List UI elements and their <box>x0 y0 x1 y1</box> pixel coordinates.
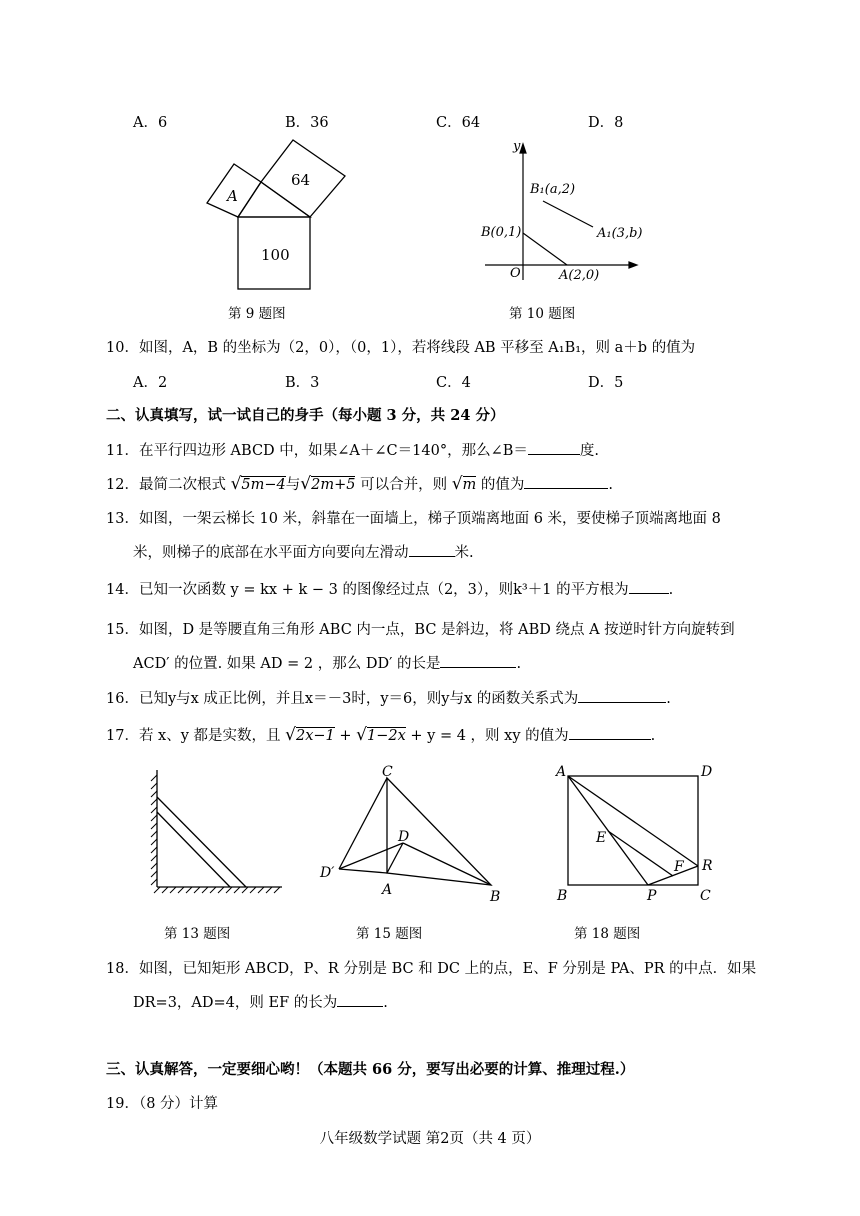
label-f: F <box>674 859 684 875</box>
q12-and: 与 <box>285 477 301 493</box>
segment-a1b1 <box>543 201 593 227</box>
q18-end: . <box>383 995 388 1011</box>
label-b: B(0,1) <box>481 225 522 240</box>
q19: 19．（8 分）计算 <box>106 1096 219 1112</box>
label-d: D <box>701 764 713 780</box>
q13-blank[interactable] <box>409 544 455 557</box>
fig9-caption: 第 9 题图 <box>228 306 286 322</box>
q14 <box>106 578 673 599</box>
q10-option-b: B．3 <box>285 375 320 391</box>
label-b: B <box>557 888 568 904</box>
q17-text: 17．若 x、y 都是实数，且 <box>106 728 286 744</box>
figure-9 <box>195 135 365 295</box>
q15-end: . <box>516 656 522 672</box>
q15-line-2 <box>133 652 521 673</box>
segment-pa <box>568 776 648 885</box>
fig15-caption: 第 15 题图 <box>356 926 423 942</box>
q17-radicand-1: 2x−1 <box>296 728 335 744</box>
y-axis-label: y <box>513 139 521 154</box>
q13-line-2 <box>133 541 474 562</box>
label-o: O <box>510 266 521 281</box>
fig13-caption: 第 13 题图 <box>164 926 231 942</box>
label-e: E <box>596 830 607 846</box>
figure-18 <box>550 760 720 910</box>
label-c: C <box>382 764 393 780</box>
q17-blank[interactable] <box>569 727 651 740</box>
q18-text: DR=3，AD=4，则 EF 的长为 <box>133 995 338 1011</box>
q13-unit: 米. <box>454 545 474 561</box>
q9-option-d: D．8 <box>588 115 624 131</box>
q12-blank[interactable] <box>524 476 608 489</box>
q16 <box>106 687 671 708</box>
q12-text: 12．最简二次根式 <box>106 477 231 493</box>
figure-13 <box>150 765 290 895</box>
label-a: A(2,0) <box>559 268 600 283</box>
q17: 17．若 x、y 都是实数，且 √2x−1 + √1−2x + y = 4 ，则 xy 的值为 . <box>106 725 656 745</box>
page-footer: 八年级数学试题 第2页（共 4 页） <box>319 1131 541 1147</box>
q17-radicand-2: 1−2x <box>367 728 406 744</box>
fig10-caption: 第 10 题图 <box>509 306 576 322</box>
section-2-heading: 二、认真填写，试一试自己的身手（每小题 3 分，共 24 分） <box>106 407 505 424</box>
figure-10 <box>475 135 650 285</box>
q9-option-c: C．64 <box>436 115 481 131</box>
label-r: R <box>702 858 713 874</box>
label-c: C <box>700 888 711 904</box>
q17-text-2: + y = 4 ，则 xy 的值为 <box>405 728 569 744</box>
q15-line-1: 15．如图，D 是等腰直角三角形 ABC 内一点，BC 是斜边，将 ABD 绕点 A 按逆时针方向旋转到 <box>106 622 735 638</box>
q17-end: . <box>650 728 656 744</box>
q14-end: . <box>668 582 674 598</box>
q12-radicand-3: m <box>462 477 477 493</box>
q11-blank[interactable] <box>528 442 580 455</box>
ladder-position-1 <box>157 797 246 887</box>
q10-option-c: C．4 <box>436 375 471 391</box>
ladder-position-2 <box>157 812 230 887</box>
q18-blank[interactable] <box>337 994 383 1007</box>
q10-text: 10．如图，A，B 的坐标为（2，0），（0，1），若将线段 AB 平移至 A₁B₁，则 a＋b 的值为 <box>106 340 696 356</box>
q10-option-a: A．2 <box>133 375 168 391</box>
q12-radicand-1: 5m−4 <box>241 477 286 493</box>
q9-option-a: A．6 <box>133 115 168 131</box>
segment-ab <box>523 233 567 265</box>
q14-text: 14．已知一次函数 y = kx + k − 3 的图像经过点（2，3），则k³＋1 的平方根为 <box>106 582 629 598</box>
q11 <box>106 439 599 460</box>
segment-dd-prime <box>339 843 403 869</box>
q15-text: ACD′ 的位置. 如果 AD = 2 ，那么 DD′ 的长是 <box>133 656 441 672</box>
q12-text-2: 可以合并，则 <box>355 477 452 493</box>
segment-ar <box>568 776 698 866</box>
q16-text: 16．已知y与x 成正比例，并且x＝－3时，y＝6，则y与x 的函数关系式为 <box>106 691 579 707</box>
q15-blank[interactable] <box>440 655 516 668</box>
label-d-prime: D′ <box>320 865 335 881</box>
q12: 12．最简二次根式 √5m−4与√2m+5 可以合并，则 √m 的值为 . <box>106 474 613 494</box>
q17-plus: + <box>334 728 357 744</box>
label-a: A <box>382 882 393 898</box>
figure-15 <box>315 762 510 910</box>
label-d: D <box>398 829 410 845</box>
q13-line-1: 13．如图，一架云梯长 10 米，斜靠在一面墙上，梯子顶端离地面 6 米，要使梯子顶端离地面 8 <box>106 511 721 527</box>
q16-end: . <box>666 691 671 707</box>
q9-option-b: B．36 <box>285 115 329 131</box>
fig18-caption: 第 18 题图 <box>574 926 641 942</box>
q11-unit: 度. <box>579 443 599 459</box>
label-a: A <box>227 187 238 205</box>
section-3-heading: 三、认真解答，一定要细心哟！（本题共 66 分，要写出必要的计算、推理过程.） <box>106 1061 635 1078</box>
q16-blank[interactable] <box>578 690 666 703</box>
q10-option-d: D．5 <box>588 375 624 391</box>
segment-ef <box>608 831 673 876</box>
q12-radicand-2: 2m+5 <box>311 477 356 493</box>
q11-text: 11．在平行四边形 ABCD 中，如果∠A＋∠C＝140°，那么∠B＝ <box>106 443 528 459</box>
label-b1: B₁(a,2) <box>530 182 576 197</box>
label-a: A <box>556 764 567 780</box>
label-64: 64 <box>291 171 311 189</box>
label-p: P <box>647 888 657 904</box>
q13-text: 米，则梯子的底部在水平面方向要向左滑动 <box>133 545 409 561</box>
label-100: 100 <box>261 246 290 264</box>
label-a1: A₁(3,b) <box>597 226 643 241</box>
label-b: B <box>490 889 501 905</box>
q14-blank[interactable] <box>629 581 669 594</box>
q18-line-2 <box>133 991 388 1012</box>
q12-text-3: 的值为 <box>476 477 525 493</box>
q18-line-1: 18．如图，已知矩形 ABCD，P、R 分别是 BC 和 DC 上的点，E、F 分别是 PA、PR 的中点．如果 <box>106 961 757 977</box>
